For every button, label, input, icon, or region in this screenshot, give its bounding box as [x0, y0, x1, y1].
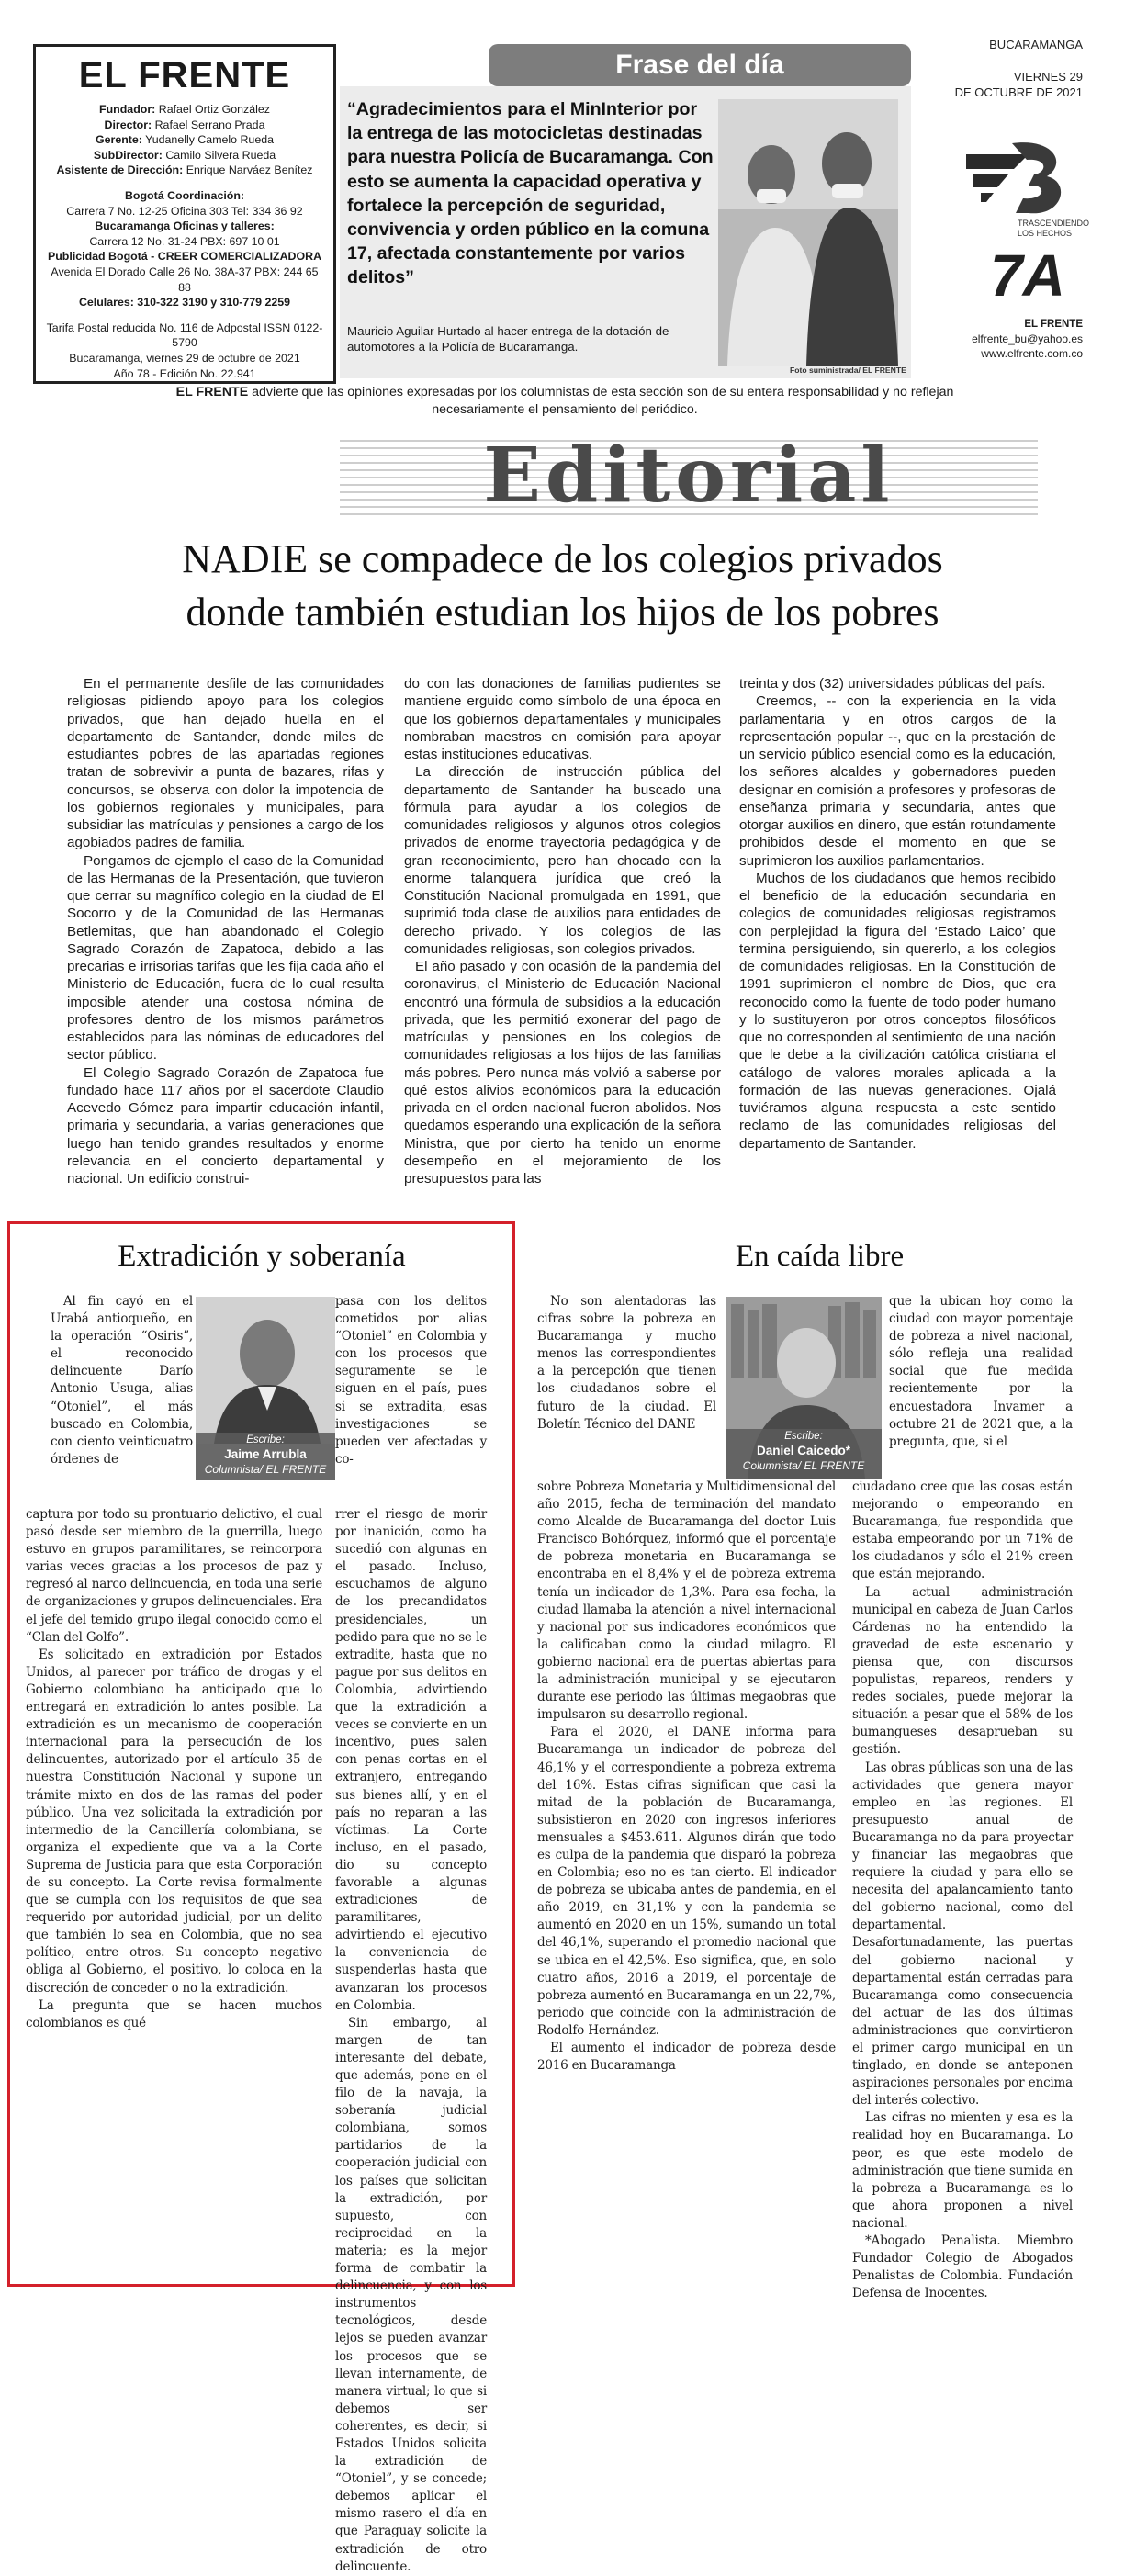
author-caption-caicedo: Escribe: Daniel Caicedo* Columnista/ EL FRENTE: [726, 1429, 882, 1479]
paragraph: Muchos de los ciudadanos que hemos recibido el beneficio de la educación secundaria en colegios de comunidades religiosas registramos con perplejidad la figura del ‘Estado Laico’ que termina persiguiendo, sin quererlo, a los colegios de comunidades religiosas. En la Constitución de 1991 suprimieron el nombre de Dios, que era reconocido como la fuente de todo poder humano y lo sustituyeron por otros conceptos filosóficos que no corresponden al sentimiento de una nación que le debe a la civilización católica cristiana el catálogo de valores morales aplicada a la formación de las nuevas generaciones. Ojalá tuviéramos alguna respuesta a este sentido reclamo de las comunidades religiosas del departamento de Santander.: [739, 870, 1056, 1152]
column-right-col1: sobre Pobreza Monetaria y Multidimensional del año 2015, fecha de terminación del mandato como Alcalde de Bucaramanga del doctor Luis Francisco Bohórquez, informó que el porcentaje de pobreza monetaria en Bucaramanga se encontraba en el 8,4% y el de pobreza extrema tenía un indicador de 1,3%. Para esa fecha, la ciudad llamaba la atención a nivel internacional y nacional por sus indicadores económicos que la calificaban como la ciudad milagro. El gobierno nacional era de puertas abiertas para la administración municipal y se ejecutaron durante ese periodo las últimas megaobras que impulsaron su desarrollo regional. Para el 2020, el DANE informa para Bucaramanga un indicador de pobreza del 46,1% y el correspondiente a pobreza extrema del 16%. Estas cifras significan que casi la mitad de la población de Bucaramanga, subsistieron en 2020 con ingresos inferiores mensuales a $453.611. Algunos dirán que todo es culpa de la pandemia que disparó la pobreza en Colombia; eso no es tan cierto. El indicador de pobreza se ubicaba antes de pandemia, en el año 2019, en 31,1% y con la pandemia se aumentó en 2020 en un 15%, sumando un total del 46,1%, superando el promedio nacional que se ubica en el 42,5%. Eso significa, que, en solo cuatro años, 2016 a 2019, el porcentaje de pobreza aumentó en Bucaramanga en un 22,7%, periodo que coincide con la administración de Rodolfo Hernández. El aumento el indicador de pobreza desde 2016 en Bucaramanga: [537, 1479, 836, 2075]
staff-founder: Fundador: Rafael Ortiz González: [99, 103, 270, 116]
section-title: Editorial: [483, 432, 894, 520]
paragraph: La pregunta que se hacen muchos colombianos es qué: [26, 1997, 322, 2030]
quote-author: Mauricio Aguilar Hurtado al hacer entrega de la dotación de automotores a la Policía de Bucaramanga.: [347, 324, 669, 354]
staff-assistant: Asistente de Dirección: Enrique Narváez Benítez: [56, 163, 313, 177]
paragraph: Las cifras no mienten y esa es la realidad hoy en Bucaramanga. Lo peor, es que este modelo de administración que tiene sumida en la pobreza a Bucaramanga es lo que ahora proponen a nivel nacional.: [852, 2110, 1073, 2231]
paragraph: do con las donaciones de familias pudientes se mantiene erguido como símbolo de una época en que los gobiernos departamentales y municipales nombraban maestros en comisión para apoyar estas instituciones educativas.: [404, 676, 721, 762]
paragraph: treinta y dos (32) universidades públicas del país.: [739, 676, 1046, 692]
coord-title: Bogotá Coordinación:: [124, 188, 245, 202]
svg-text:TRASCENDIENDO: TRASCENDIENDO: [1018, 219, 1090, 228]
column-left-intro: Al fin cayó en el Urabá antioqueño, en la operación “Osiris”, el reconocido delincuente Darío Antonio Usuga, alias “Otoniel”, el más buscado en Colombia, con ciento veinticuatro órdenes de: [51, 1294, 193, 1467]
coord-line: Carrera 7 No. 12-25 Oficina 303 Tel: 334 36 92: [66, 204, 303, 218]
photo-credit: Foto suministrada/ EL FRENTE: [790, 366, 906, 375]
author-photo-caicedo: [726, 1297, 882, 1479]
author-footnote: *Abogado Penalista. Miembro Fundador Colegio de Abogados Penalistas de Colombia. Fundación Defensa de Inocentes.: [852, 2233, 1073, 2301]
office-line: Carrera 12 No. 31-24 PBX: 697 10 01: [89, 234, 280, 248]
paragraph: Es solicitado en extradición por Estados Unidos, al parecer por tráfico de drogas y el Gobierno colombiano ha anticipado que lo entregará en extradición lo antes posible. La extradición es un mecanismo de cooperación internacional para la persecución de los delincuentes, autorizado por el artículo 35 de nuestra Constitución Nacional y supone un trámite mixto en dos de las ramas del poder público. Una vez solicitada la extradición por intermedio de la Cancillería colombiana, se organiza el expediente que va a la Corte Suprema de Justicia para que esta Corporación de su concepto. La Corte revisa formalmente que se cumpla con los requisitos de que sea requerido por autoridad judicial, por un delito que también lo sea en Colombia, que no sea político, entre otros. Su concepto negativo obliga al Gobierno, el positivo, lo coloca en la discreción de conceder o no la extradición.: [26, 1647, 322, 1996]
paragraph: La dirección de instrucción pública del departamento de Santander ha buscado una fórmula para ayudar a los colegios de comunidades religiosos y algunos otros colegios privados de enorme trayectoria pedagógica y de gran reconocimiento, pero han chocado con la enorme talanquera jurídica que creó la Constitución Nacional promulgada en 1991, que suprimió toda clase de auxilios para entidades de derecho privado. Y los colegios de las comunidades religiosas, son colegios privados.: [404, 764, 721, 957]
staff-manager: Gerente: Yudanelly Camelo Rueda: [95, 133, 275, 147]
quote-header: Frase del día: [489, 44, 911, 86]
paragraph: Pongamos de ejemplo el caso de la Comunidad de las Hermanas de la Presentación, que tuvieron que cerrar su magnífico colegio en la ciudad de El Socorro y de la Comunidad de las Hermanas Betlemitas, que han abandonado el Colegio Sagrado Corazón de Zapatoca, debido a las precarias e irrisorias tarifas que les fija cada año el Ministerio de Educación, fuera de lo cual resulta imposible atender una costosa nómina de profesores dentro de los mismos parámetros establecidos para las nóminas de educadores del sector público.: [67, 852, 384, 1063]
editorial-headline: NADIE se compadece de los colegios privados donde también estudian los hijos de los pobres: [182, 536, 943, 635]
quote-text: “Agradecimientos para el MinInterior por la entrega de las motocicletas destinadas para nuestra Policía de Bucaramanga. Con esto se aumenta la capacidad operativa y fortalece la percepción de seguridad, convivencia y orden público en la comuna 17, afectada constantemente por varios delitos”: [347, 99, 714, 288]
column-title-extradicion: Extradición y soberanía: [118, 1240, 406, 1273]
staff-subdirector: SubDirector: Camilo Silvera Rueda: [93, 148, 276, 162]
page-brand-block: [917, 316, 1083, 361]
editorial-column-1: [67, 675, 384, 1187]
svg-text:LOS HECHOS: LOS HECHOS: [1018, 229, 1073, 238]
pub-line-1: Avenida El Dorado Calle 26 No. 38A-37 PBX: 244 65 88: [51, 264, 319, 294]
paragraph: La actual administración municipal en cabeza de Juan Carlos Cárdenas no ha entendido la gravedad de este escenario y piensa que, con discursos populistas, repareos, renders y redes sociales, puede mejorar la situación a pesar que el 58% de los bumangueses desaprueban su gestión.: [852, 1584, 1073, 1758]
column-right-col1-top: No son alentadoras las cifras sobre la pobreza en Bucaramanga y mucho menos las correspondientes a la percepción que tienen los ciudadanos sobre el futuro de la ciudad. El Boletín Técnico del DANE: [537, 1294, 716, 1432]
masthead-brand: EL FRENTE: [78, 55, 291, 96]
column-left-col2: rrer el riesgo de morir por inanición, como ha sucedió con algunas en el pasado. Incluso, escuchamos de alguno de los precandidatos presidenciales, un pedido para que no se le extradite, hasta que no pague por sus delitos en Colombia, advirtiendo que la extradición a veces se convierte en un incentivo, pues salen con penas cortas en el extranjero, entregando sus bienes allí, y en el país no reparan a las víctimas. La Corte incluso, en el pasado, dio su concepto favorable a algunas extradiciones de paramilitares, advirtiendo el ejecutivo la conveniencia de suspenderlas hasta que avanzaran los procesos en Colombia. Sin embargo, al margen de tan interesante del debate, que además, pone en el filo de la navaja, la soberanía judicial colombiana, somos partidarios de la cooperación judicial con los países que solicitan la extradición, por supuesto, con reciprocidad en la materia; es la mejor forma de combatir la delincuencia, y con los instrumentos tecnológicos, desde lejos se pueden avanzar los procesos que se llevan internamente, de manera virtual; lo que si debemos ser coherentes, es decir, si Estados Unidos solicita la extradición de “Otoniel”, y se concede; debemos aplicar el mismo rasero el día en que Paraguay solicite la extradición de otro delincuente.: [335, 1506, 487, 2576]
column-left-col1: captura por todo su prontuario delictivo, el cual pasó desde ser miembro de la guerrilla, luego estuvo en grupos paramilitares, se reincorpora varias veces gracias a los procesos de paz y regresó al narco delincuencia, en toda una serie de organizaciones y grupos delincuenciales. Era el jefe del temido grupo ilegal conocido como el “Clan del Golfo”. Es solicitado en extradición por Estados Unidos, al parecer por tráfico de drogas y el Gobierno colombiano ha anticipado que lo entregará en extradición lo antes posible. La extradición es un mecanismo de cooperación internacional para la persecución de los delincuentes, autorizado por el artículo 35 de nuestra Constitución Nacional y supone un trámite mixto en dos de las ramas del poder público. Una vez solicitada la extradición por intermedio de la Cancillería colombiana, se organiza el expediente que va a la Corte Suprema de Justicia para que esta Corporación de su concepto. La Corte revisa formalmente que se cumpla con los requisitos de que sea requerido por autoridad judicial, por un delito que también lo sea en Colombia, que no sea político, entre otros. Su concepto negativo obliga al Gobierno, el positivo, lo coloca en la discreción de conceder o no la extradición. La pregunta que se hacen muchos colombianos es qué: [26, 1506, 322, 2032]
postal-line: Tarifa Postal reducida No. 116 de Adpostal ISSN 0122-5790: [46, 321, 323, 350]
column-left-col2-top: pasa con los delitos cometidos por alias “Otoniel” en Colombia y con los procesos que seguramente se le siguen en el país, pues si se extradita, esas investigaciones se pueden ver afectadas y co-: [335, 1294, 487, 1467]
disclaimer: EL FRENTE advierte que las opiniones expresadas por los columnistas de esta sección son de su entera responsabilidad y no reflejan necesariamente el pensamiento del periódico.: [175, 385, 954, 417]
paragraph: El Colegio Sagrado Corazón de Zapatoca fue fundado hace 117 años por el sacerdote Claudio Acevedo Gómez para impartir educación infantil, primaria y secundaria, a varias generaciones que luego han tenido grandes resultados y enorme relevancia en el concierto departamental y nacional. Un edificio construi-: [67, 1064, 384, 1187]
edition-date: Bucaramanga, viernes 29 de octubre de 2021: [69, 351, 300, 365]
paragraph: El año pasado y con ocasión de la pandemia del coronavirus, el Ministerio de Educación Nacional encontró una fórmula de subsidios a la educación privada, que les permitió exonerar del pago de matrículas y pensiones en los colegios de comunidades religiosas a los hijos de las familias más pobres. Pero nunca más volvió a saberse por qué estos alivios económicos para la educación privada en el orden nacional fueron abolidos. Nos quedamos esperando una explicación de la señora Ministra, que por cierto ha tenido un enorme desempeño en el mejoramiento de los presupuestos para las: [404, 959, 721, 1187]
date-weekday: VIERNES 29: [1013, 70, 1083, 84]
column-right-col2: ciudadano cree que las cosas están mejorando o empeorando en Bucaramanga, fue respondida que estaba empeorando por un 71% de los ciudadanos y sólo el 21% creen que están mejorando. La actual administración municipal en cabeza de Juan Carlos Cárdenas no ha entendido la gravedad de este escenario y piensa que, con discursos populistas, repareos, renders y redes sociales, puede mejorar la situación a pesar que el 58% de los bumangueses desaprueban su gestión. Las obras públicas son una de las actividades que genera mayor empleo en las regiones. El presupuesto anual de Bucaramanga no da para proyectar y financiar las megaobras que requiere la ciudad y para ello se necesita del apalancamiento tanto del gobierno nacional, como del departamental. Desafortunadamente, las puertas del gobierno nacional y departamental están cerradas para Bucaramanga como consecuencia del actuar de las dos últimas administraciones que convirtieron el primer cargo municipal en un tinglado, en donde se anteponen aspiraciones personales por encima del interés colectivo. Las cifras no mienten y esa es la realidad hoy en Bucaramanga. Lo peor, es que este modelo de administración que tiene sumida en la pobreza a Bucaramanga es lo que ahora proponen a nivel nacional. *Abogado Penalista. Miembro Fundador Colegio de Abogados Penalistas de Colombia. Fundación Defensa de Inocentes.: [852, 1479, 1073, 2302]
date-full: DE OCTUBRE DE 2021: [954, 85, 1083, 99]
paragraph: Las obras públicas son una de las actividades que genera mayor empleo en las regiones. El presupuesto anual de Bucaramanga no da para proyectar y financiar las megaobras que requiere la ciudad y para ello se necesita del apalancamiento tanto del gobierno nacional, como del departamental. Desafortunadamente, las puertas del gobierno nacional y departamental están cerradas para Bucaramanga como consecuencia del actuar de las dos últimas administraciones que convirtieron el primer cargo municipal en un tinglado, en donde se anteponen aspiraciones personales por encima del interés colectivo.: [852, 1760, 1073, 2109]
paragraph: Sin embargo, al margen de tan interesante del debate, que además, pone en el filo de la navaja, la soberanía judicial colombiana, somos partidarios de la cooperación judicial con los países que solicitan la extradición, por supuesto, con reciprocidad en la materia; es la mejor forma de combatir la delincuencia, y con los instrumentos tecnológicos, desde lejos se pueden avanzar los procesos que se llevan internamente, de manera virtual; lo que si debemos ser coherentes, es decir, si Estados Unidos solicita la extradición de “Otoniel”, y se concede; debemos aplicar el mismo rasero el día en que Paraguay solicite la extradición de otro delincuente.: [335, 2015, 487, 2574]
page-number: 7A: [990, 242, 1065, 309]
paragraph: En el permanente desfile de las comunidades religiosas pidiendo apoyo para los colegios privados, que han dejado huella en el departamento de Santander, donde miles de estudiantes pobres de las apartadas regiones tratan de sobrevivir a punta de bazares, rifas y concursos, se observa con dolor la impotencia de los gobiernos regionales y municipales, para subsidiar las matrículas y pensiones a cargo de los agobiados padres de familia.: [67, 676, 384, 851]
column-right-col2-top: que la ubican hoy como la ciudad con mayor porcentaje de pobreza a nivel nacional, sólo refleja una realidad social que fue medida recientemente por la encuestadora Invamer a octubre 21 de 2021 que, a la pregunta, que, si el: [889, 1294, 1073, 1449]
quote-photo: [718, 99, 898, 366]
staff-director: Director: Rafael Serrano Prada: [104, 118, 265, 131]
edition-number: Año 78 - Edición No. 22.941: [113, 366, 256, 380]
page-brand: EL FRENTE: [1024, 319, 1083, 330]
column-title-caida: En caída libre: [735, 1240, 905, 1273]
editorial-column-2: [404, 675, 721, 1187]
website-link[interactable]: www.elfrente.com.co: [981, 347, 1083, 360]
editorial-column-3: [739, 675, 1056, 1153]
masthead-box: [33, 44, 336, 384]
pub-line-2: Celulares: 310-322 3190 y 310-779 2259: [78, 296, 291, 309]
paragraph: Creemos, -- con la experiencia en la vida parlamentaria y en otros cargos de la representación popular --, que en la prestación de un servicio público esencial como es la educación, los señores alcaldes y gobernadores pueden designar en comisión a profesores y profesoras de enseñanza primaria y secundaria, antes que otorgar auxilios en dinero, que están rotundamente prohibidos desde el momento en que se suprimieron los auxilios parlamentarios.: [739, 693, 1056, 869]
contact-email[interactable]: elfrente_bu@yahoo.es: [972, 332, 1083, 345]
pub-title: Publicidad Bogotá - CREER COMERCIALIZADORA: [47, 250, 322, 264]
newspaper-logo-icon: [964, 138, 1093, 239]
paragraph: Para el 2020, el DANE informa para Bucaramanga un indicador de pobreza del 46,1% y el correspondiente a pobreza extrema del 16%. Estas cifras significan que casi la mitad de la población de Bucaramanga, subsistieron en 2020 con ingresos inferiores mensuales a $453.611. Algunos dirán que todo es culpa de la pandemia que disparó la pobreza en Colombia; eso no es tan cierto. El indicador de pobreza se ubicaba antes de pandemia, en el año 2019, en 31,1% y con la pandemia se aumentó en 2020 en un 15%, sumando un total del 46,1%, superando el promedio nacional que se ubica en el 42,5%. Eso significa, que, en solo cuatro años, 2016 a 2019, el porcentaje de pobreza aumentó en Bucaramanga en un 22,7%, periodo que coincide con la administración de Rodolfo Hernández.: [537, 1725, 836, 2038]
author-photo-arrubla: [196, 1297, 335, 1480]
date-block: [936, 37, 1083, 100]
author-caption-arrubla: Escribe: Jaime Arrubla Columnista/ EL FRENTE: [196, 1433, 335, 1480]
paragraph: El aumento el indicador de pobreza desde 2016 en Bucaramanga: [537, 2041, 836, 2074]
office-title: Bucaramanga Oficinas y talleres:: [95, 219, 275, 233]
date-city: BUCARAMANGA: [989, 38, 1083, 51]
